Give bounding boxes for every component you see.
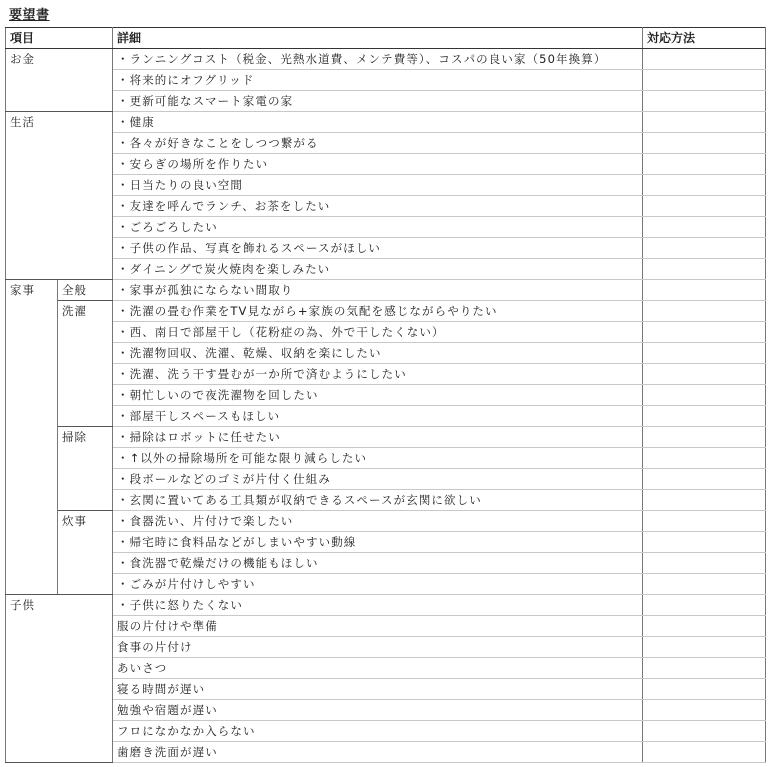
table-row bbox=[6, 301, 766, 322]
response-cell bbox=[643, 553, 766, 574]
detail-cell: ・安らぎの場所を作りたい bbox=[113, 154, 643, 175]
table-row bbox=[6, 133, 766, 154]
table-row bbox=[6, 112, 766, 133]
response-cell bbox=[643, 196, 766, 217]
response-cell bbox=[643, 574, 766, 595]
subcategory-zenpan: 全般 bbox=[58, 280, 113, 301]
table-row bbox=[6, 49, 766, 70]
table-row bbox=[6, 406, 766, 427]
table-row bbox=[6, 154, 766, 175]
response-cell bbox=[643, 616, 766, 637]
detail-cell: ・帰宅時に食料品などがしまいやすい動線 bbox=[113, 532, 643, 553]
table-row bbox=[6, 721, 766, 742]
table-row bbox=[6, 427, 766, 448]
subcategory-suiji: 炊事 bbox=[58, 511, 113, 595]
detail-cell: ・洗濯、洗う干す畳むが一か所で済むようにしたい bbox=[113, 364, 643, 385]
response-cell bbox=[643, 301, 766, 322]
detail-cell: ・洗濯の畳む作業をTV見ながら+家族の気配を感じながらやりたい bbox=[113, 301, 643, 322]
detail-cell: ・子供の作品、写真を飾れるスペースがほしい bbox=[113, 238, 643, 259]
table-row bbox=[6, 679, 766, 700]
category-seikatsu: 生活 bbox=[6, 112, 113, 280]
detail-cell: 食事の片付け bbox=[113, 637, 643, 658]
response-cell bbox=[643, 637, 766, 658]
response-cell bbox=[643, 406, 766, 427]
table-row bbox=[6, 616, 766, 637]
detail-cell: ・掃除はロボットに任せたい bbox=[113, 427, 643, 448]
subcategory-sentaku: 洗濯 bbox=[58, 301, 113, 427]
response-cell bbox=[643, 133, 766, 154]
header-row bbox=[6, 28, 766, 49]
detail-cell: ・ごろごろしたい bbox=[113, 217, 643, 238]
response-cell bbox=[643, 70, 766, 91]
detail-cell: フロになかなか入らない bbox=[113, 721, 643, 742]
table-row bbox=[6, 238, 766, 259]
table-row bbox=[6, 91, 766, 112]
detail-cell: ・子供に怒りたくない bbox=[113, 595, 643, 616]
response-cell bbox=[643, 700, 766, 721]
table-row bbox=[6, 490, 766, 511]
category-kaji: 家事 bbox=[6, 280, 58, 595]
table-row bbox=[6, 553, 766, 574]
response-cell bbox=[643, 532, 766, 553]
detail-cell: ・朝忙しいので夜洗濯物を回したい bbox=[113, 385, 643, 406]
response-cell bbox=[643, 448, 766, 469]
table-row bbox=[6, 700, 766, 721]
table-row bbox=[6, 511, 766, 532]
header-response: 対応方法 bbox=[643, 28, 766, 49]
response-cell bbox=[643, 49, 766, 70]
response-cell bbox=[643, 322, 766, 343]
response-cell bbox=[643, 259, 766, 280]
detail-cell: ・健康 bbox=[113, 112, 643, 133]
response-cell bbox=[643, 280, 766, 301]
table-row bbox=[6, 742, 766, 763]
response-cell bbox=[643, 343, 766, 364]
table-row bbox=[6, 469, 766, 490]
detail-cell: あいさつ bbox=[113, 658, 643, 679]
detail-cell: ・玄関に置いてある工具類が収納できるスペースが玄関に欲しい bbox=[113, 490, 643, 511]
table-row bbox=[6, 70, 766, 91]
table-row bbox=[6, 175, 766, 196]
table-row bbox=[6, 322, 766, 343]
detail-cell: ・将来的にオフグリッド bbox=[113, 70, 643, 91]
response-cell bbox=[643, 217, 766, 238]
response-cell bbox=[643, 112, 766, 133]
detail-cell: ・更新可能なスマート家電の家 bbox=[113, 91, 643, 112]
table-row bbox=[6, 280, 766, 301]
response-cell bbox=[643, 511, 766, 532]
response-cell bbox=[643, 427, 766, 448]
table-row bbox=[6, 343, 766, 364]
response-cell bbox=[643, 469, 766, 490]
detail-cell: ・ごみが片付けしやすい bbox=[113, 574, 643, 595]
response-cell bbox=[643, 742, 766, 763]
detail-cell: 歯磨き洗面が遅い bbox=[113, 742, 643, 763]
detail-cell: 服の片付けや準備 bbox=[113, 616, 643, 637]
detail-cell: 寝る時間が遅い bbox=[113, 679, 643, 700]
header-item: 項目 bbox=[6, 28, 113, 49]
response-cell bbox=[643, 385, 766, 406]
header-detail: 詳細 bbox=[113, 28, 643, 49]
subcategory-souji: 掃除 bbox=[58, 427, 113, 511]
detail-cell: ・西、南日で部屋干し（花粉症の為、外で干したくない） bbox=[113, 322, 643, 343]
response-cell bbox=[643, 658, 766, 679]
table-row bbox=[6, 595, 766, 616]
detail-cell: ・部屋干しスペースもほしい bbox=[113, 406, 643, 427]
table-row bbox=[6, 196, 766, 217]
response-cell bbox=[643, 721, 766, 742]
detail-cell: ・各々が好きなことをしつつ繋がる bbox=[113, 133, 643, 154]
response-cell bbox=[643, 238, 766, 259]
category-okane: お金 bbox=[6, 49, 113, 112]
detail-cell: ・洗濯物回収、洗濯、乾燥、収納を楽にしたい bbox=[113, 343, 643, 364]
table-row bbox=[6, 448, 766, 469]
detail-cell: 勉強や宿題が遅い bbox=[113, 700, 643, 721]
detail-cell: ・↑以外の掃除場所を可能な限り減らしたい bbox=[113, 448, 643, 469]
table-row bbox=[6, 532, 766, 553]
detail-cell: ・友達を呼んでランチ、お茶をしたい bbox=[113, 196, 643, 217]
detail-cell: ・ダイニングで炭火焼肉を楽しみたい bbox=[113, 259, 643, 280]
response-cell bbox=[643, 595, 766, 616]
response-cell bbox=[643, 91, 766, 112]
table-row bbox=[6, 385, 766, 406]
response-cell bbox=[643, 175, 766, 196]
category-kodomo: 子供 bbox=[6, 595, 113, 763]
table-row bbox=[6, 364, 766, 385]
request-table bbox=[5, 27, 766, 763]
detail-cell: ・日当たりの良い空間 bbox=[113, 175, 643, 196]
table-row bbox=[6, 637, 766, 658]
detail-cell: ・食器洗い、片付けで楽したい bbox=[113, 511, 643, 532]
table-row bbox=[6, 217, 766, 238]
table-row bbox=[6, 574, 766, 595]
response-cell bbox=[643, 490, 766, 511]
response-cell bbox=[643, 154, 766, 175]
table-row bbox=[6, 259, 766, 280]
response-cell bbox=[643, 679, 766, 700]
detail-cell: ・ランニングコスト（税金、光熱水道費、メンテ費等）、コスパの良い家（50年換算） bbox=[113, 49, 643, 70]
detail-cell: ・食洗器で乾燥だけの機能もほしい bbox=[113, 553, 643, 574]
detail-cell: ・段ボールなどのゴミが片付く仕組み bbox=[113, 469, 643, 490]
table-row bbox=[6, 658, 766, 679]
document-title: 要望書 bbox=[9, 8, 50, 23]
detail-cell: ・家事が孤独にならない間取り bbox=[113, 280, 643, 301]
response-cell bbox=[643, 364, 766, 385]
